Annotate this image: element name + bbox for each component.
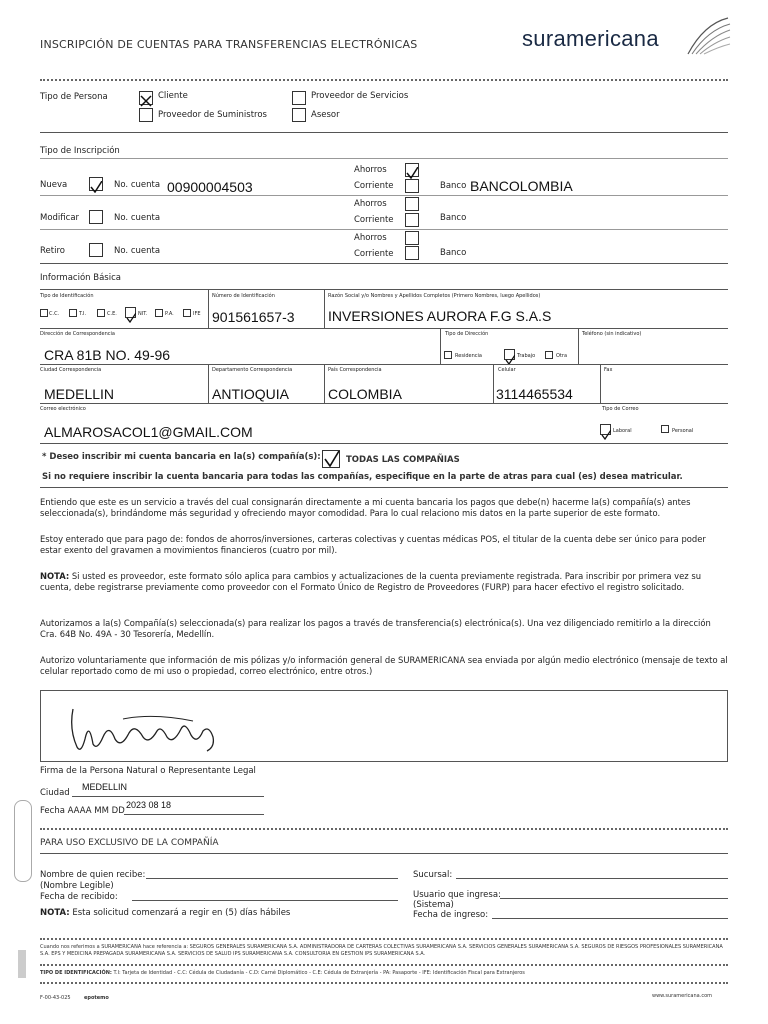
checkbox-modificar[interactable] — [89, 210, 103, 224]
sucursal-label: Sucursal: — [413, 870, 453, 880]
retiro-label: Retiro — [40, 246, 65, 256]
table-border — [208, 289, 209, 328]
signature-box[interactable] — [40, 690, 728, 762]
firma-fecha-value: 2023 08 18 — [126, 800, 172, 810]
info-basica-label: Información Básica — [40, 273, 121, 283]
companias-note: Si no requiere inscribir la cuenta bancaria para todas las compañías, especifique en la parte de atras para cual (es) desea matricular. — [42, 472, 683, 482]
nota-vigencia-text: Esta solicitud comenzará a regir en (5) días hábiles — [69, 908, 291, 918]
firma-ciudad-value: MEDELLIN — [82, 782, 128, 792]
checkbox-ce[interactable] — [97, 309, 105, 317]
checkbox-proveedor-servicios[interactable] — [292, 91, 306, 105]
checkbox-corriente[interactable] — [405, 179, 419, 193]
footer-tipo-id-bold: TIPO DE IDENTIFICACIÓN: — [40, 970, 112, 976]
nit-label: NIT. — [138, 311, 148, 317]
paragraph-nota — [40, 571, 728, 593]
side-stamp-bar — [18, 950, 26, 978]
celular-value: 3114465534 — [496, 386, 573, 402]
depto-value: ANTIOQUIA — [212, 386, 290, 402]
nombre-legible-label: (Nombre Legible) — [40, 881, 114, 891]
table-border — [324, 289, 325, 328]
corriente-label: Corriente — [354, 181, 394, 191]
laboral-label: Laboral — [613, 428, 632, 434]
banco-label: Banco — [440, 181, 467, 191]
personal-label: Personal — [672, 428, 694, 434]
ife-label: IFE — [193, 311, 201, 317]
firma-ciudad-label: Ciudad — [40, 788, 70, 798]
checkbox-ahorros[interactable] — [405, 163, 419, 177]
table-border — [324, 364, 325, 403]
vigilado-stamp — [14, 800, 32, 882]
table-border — [40, 289, 728, 290]
usuario-sistema-label: (Sistema) — [413, 900, 454, 910]
brand-logo — [522, 26, 659, 52]
divider — [40, 964, 728, 966]
corriente-label: Corriente — [354, 215, 394, 225]
paragraph-enterado: Estoy enterado que para pago de: fondos de ahorros/inversiones, carteras colectivas y cuentas médicas POS, el titular de la cuenta debe ser único para poder estar exento del gravamen a movimientos financieros (cuatro por mil). — [40, 534, 706, 555]
tipo-dir-label: Tipo de Dirección — [445, 331, 489, 337]
table-border — [40, 443, 728, 444]
corriente-label: Corriente — [354, 249, 394, 259]
option-asesor-label: Asesor — [311, 110, 340, 120]
paragraph-autorizamos: Autorizamos a la(s) Compañía(s) seleccionada(s) para realizar los pagos a través de transferencia(s) electrónica(s). Una vez diligenciado remitirlo a la dirección Cra. 64B No. 49A - 30 Tesorería, Medellín. — [40, 618, 711, 639]
no-cuenta-label: No. cuenta — [114, 180, 161, 190]
modificar-label: Modificar — [40, 213, 80, 223]
checkbox-asesor[interactable] — [292, 108, 306, 122]
check-mark-icon — [601, 430, 611, 440]
divider — [40, 853, 728, 854]
fecha-ingreso-label: Fecha de ingreso: — [413, 910, 489, 920]
firma-fecha-label: Fecha AAAA MM DD — [40, 806, 125, 816]
table-border — [440, 328, 441, 364]
nombre-recibe-label: Nombre de quien recibe: — [40, 870, 146, 880]
form-title: INSCRIPCIÓN DE CUENTAS PARA TRANSFERENCIAS ELECTRÓNICAS — [40, 38, 418, 51]
checkbox-pa[interactable] — [155, 309, 163, 317]
num-id-label: Número de Identificación — [212, 293, 275, 299]
check-mark-icon — [126, 313, 136, 323]
banco-label: Banco — [440, 213, 467, 223]
divider — [40, 828, 728, 830]
tipo-correo-label: Tipo de Correo — [602, 406, 639, 412]
form-code: F-00-43-025 — [40, 995, 71, 1001]
ahorros-label: Ahorros — [354, 165, 387, 175]
tipo-inscripcion-label: Tipo de Inscripción — [40, 146, 120, 156]
checkbox-cc[interactable] — [40, 309, 48, 317]
tipo-persona-label: Tipo de Persona — [40, 92, 108, 102]
divider — [40, 229, 728, 230]
banco-label: Banco — [440, 248, 467, 258]
checkbox-cliente[interactable] — [139, 91, 153, 105]
table-border — [40, 328, 728, 329]
razon-label: Razón Social y/o Nombres y Apellidos Completos (Primero Nombres, luego Apellidos) — [328, 293, 541, 299]
usuario-label: Usuario que ingresa: — [413, 890, 501, 900]
fecha-recibido-line — [132, 900, 398, 901]
banco-value: BANCOLOMBIA — [470, 178, 573, 194]
checkbox-ti[interactable] — [69, 309, 77, 317]
checkbox-nit[interactable] — [125, 307, 136, 318]
checkbox-laboral[interactable] — [600, 424, 611, 435]
checkbox-trabajo[interactable] — [504, 349, 515, 360]
ce-label: C.E. — [107, 311, 117, 317]
nombre-recibe-line — [146, 878, 398, 879]
correo-label: Correo electrónico — [40, 406, 86, 412]
num-id-value: 901561657-3 — [212, 309, 295, 325]
checkbox-residencia[interactable] — [444, 351, 452, 359]
website-link[interactable]: www.suramericana.com — [652, 993, 712, 999]
checkbox-corriente[interactable] — [405, 246, 419, 260]
depto-label: Departamento Correspondencia — [212, 367, 293, 373]
ahorros-label: Ahorros — [354, 199, 387, 209]
nota-vigencia-bold: NOTA: — [40, 908, 70, 918]
checkbox-todas[interactable] — [322, 450, 340, 468]
nota-vigencia — [40, 908, 290, 918]
todas-label: TODAS LAS COMPAÑIAS — [346, 455, 460, 465]
ahorros-label: Ahorros — [354, 233, 387, 243]
check-mark-icon — [406, 167, 418, 179]
pais-label: País Correspondencia — [328, 367, 382, 373]
divider — [40, 487, 728, 488]
trabajo-label: Trabajo — [517, 353, 536, 359]
checkbox-ahorros[interactable] — [405, 197, 419, 211]
nueva-label: Nueva — [40, 180, 68, 190]
cc-label: C.C. — [49, 311, 60, 317]
brand-wordmark: suramericana — [522, 26, 659, 51]
divider — [40, 195, 728, 196]
checkbox-ahorros[interactable] — [405, 231, 419, 245]
no-cuenta-label: No. cuenta — [114, 213, 161, 223]
fax-label: Fax — [604, 367, 613, 373]
brand-swoosh-icon — [684, 14, 732, 58]
checkbox-proveedor-suministros[interactable] — [139, 108, 153, 122]
checkbox-otra[interactable] — [545, 351, 553, 359]
paragraph-servicio: Entiendo que este es un servicio a través del cual consignarán directamente a mi cuenta bancaria los pagos que debe(n) hacerme la(s) compañía(s) antes seleccionada(s), brindándome más seguridad y ofreciendo mayor comodidad. Para lo cual relaciono mis datos en la parte superior de este formato. — [40, 497, 691, 518]
check-mark-icon — [90, 181, 102, 193]
signature — [63, 699, 233, 759]
footer-tipo-id — [40, 970, 525, 976]
firma-ciudad-line — [72, 796, 264, 797]
ciudad-value: MEDELLIN — [44, 386, 115, 402]
correo-value: ALMAROSACOL1@GMAIL.COM — [44, 424, 253, 440]
uso-exclusivo-title: PARA USO EXCLUSIVO DE LA COMPAÑÍA — [40, 838, 219, 848]
residencia-label: Residencia — [455, 353, 482, 359]
checkbox-nueva[interactable] — [89, 177, 103, 191]
checkbox-ife[interactable] — [183, 309, 191, 317]
otra-label: Otra — [556, 353, 568, 359]
option-proveedor-servicios-label: Proveedor de Servicios — [311, 91, 409, 101]
divider — [40, 158, 728, 159]
pais-value: COLOMBIA — [328, 386, 402, 402]
pa-label: P.A. — [165, 311, 174, 317]
check-mark-icon — [323, 451, 340, 468]
table-border — [40, 364, 728, 365]
checkbox-retiro[interactable] — [89, 243, 103, 257]
table-border — [208, 364, 209, 403]
nota-text: Si usted es proveedor, este formato sólo aplica para cambios y actualizaciones de la cuenta previamente registrada. Para inscribir por primera vez su cuenta, debe registrarse previamente como proveedor con el Formato Único de Registro de Proveedores (FURP) para hacer efectivo el registro solicitado. — [40, 571, 702, 592]
table-border — [578, 328, 579, 364]
ciudad-label: Ciudad Correspondencia — [40, 367, 102, 373]
table-border — [40, 403, 728, 404]
footer-legal: Cuando nos referimos a SURAMERICANA hace referencia a: SEGUROS GENERALES SURAMERICANA S.A. ADMINISTRADORA DE CARTERAS COLECTIVAS SURAMERICANA S.A. SERVICIOS GENERALES SURAMERICANA S.A. SEGUROS DE RIESGOS PROFESIONALES SURAMERICANA S.A. EPS Y MEDICINA PREPAGADA SURAMERICANA S.A. SERVICIOS DE SALUD IPS SURAMERICANA S.A. CONSULTORIA EN GESTION IPS SURAMERICANA S.A. — [40, 944, 723, 957]
celular-label: Celular — [498, 367, 516, 373]
razon-value: INVERSIONES AURORA F.G S.A.S — [328, 308, 552, 324]
usuario-line — [500, 898, 728, 899]
checkbox-corriente[interactable] — [405, 213, 419, 227]
sucursal-line — [456, 878, 728, 879]
table-border — [493, 364, 494, 403]
divider — [40, 132, 728, 133]
telefono-label: Teléfono (sin indicativo) — [582, 331, 642, 337]
footer-tipo-id-text: T.I: Tarjeta de Identidad - C.C: Cédula de Ciudadanía - C.D: Carné Diplomático - C.E: Cédula de Extranjería - PA: Pasaporte - IFE: Identificación Fiscal para Extranjeros — [111, 970, 525, 976]
option-proveedor-suministros-label: Proveedor de Suministros — [158, 110, 267, 120]
ti-label: T.I. — [79, 311, 87, 317]
firma-label: Firma de la Persona Natural o Representante Legal — [40, 766, 256, 776]
no-cuenta-label: No. cuenta — [114, 246, 161, 256]
direccion-label: Dirección de Correspondencia — [40, 331, 115, 337]
cuenta-value: 00900004503 — [167, 179, 253, 195]
table-border — [600, 364, 601, 403]
firma-fecha-line — [124, 814, 264, 815]
form-code-suffix: epotemo — [84, 995, 109, 1001]
companias-question: * Deseo inscribir mi cuenta bancaria en la(s) compañía(s): — [42, 452, 321, 462]
x-mark-icon — [140, 95, 152, 107]
divider — [40, 982, 728, 984]
fecha-ingreso-line — [492, 918, 728, 919]
option-cliente-label: Cliente — [158, 91, 188, 101]
fecha-recibido-label: Fecha de recibido: — [40, 892, 118, 902]
nota-bold: NOTA: — [40, 571, 70, 581]
divider — [40, 938, 728, 940]
header-divider — [40, 79, 728, 81]
checkbox-personal[interactable] — [661, 425, 669, 433]
divider — [40, 263, 728, 264]
paragraph-autorizo: Autorizo voluntariamente que información de mis pólizas y/o información general de SURAMERICANA sea enviada por algún medio electrónico (mensaje de texto al celular reportado como de mi uso o propiedad, correo electrónico, entre otros.) — [40, 655, 728, 676]
direccion-value: CRA 81B NO. 49-96 — [44, 347, 171, 363]
tipo-id-label: Tipo de Identificación — [40, 293, 94, 299]
